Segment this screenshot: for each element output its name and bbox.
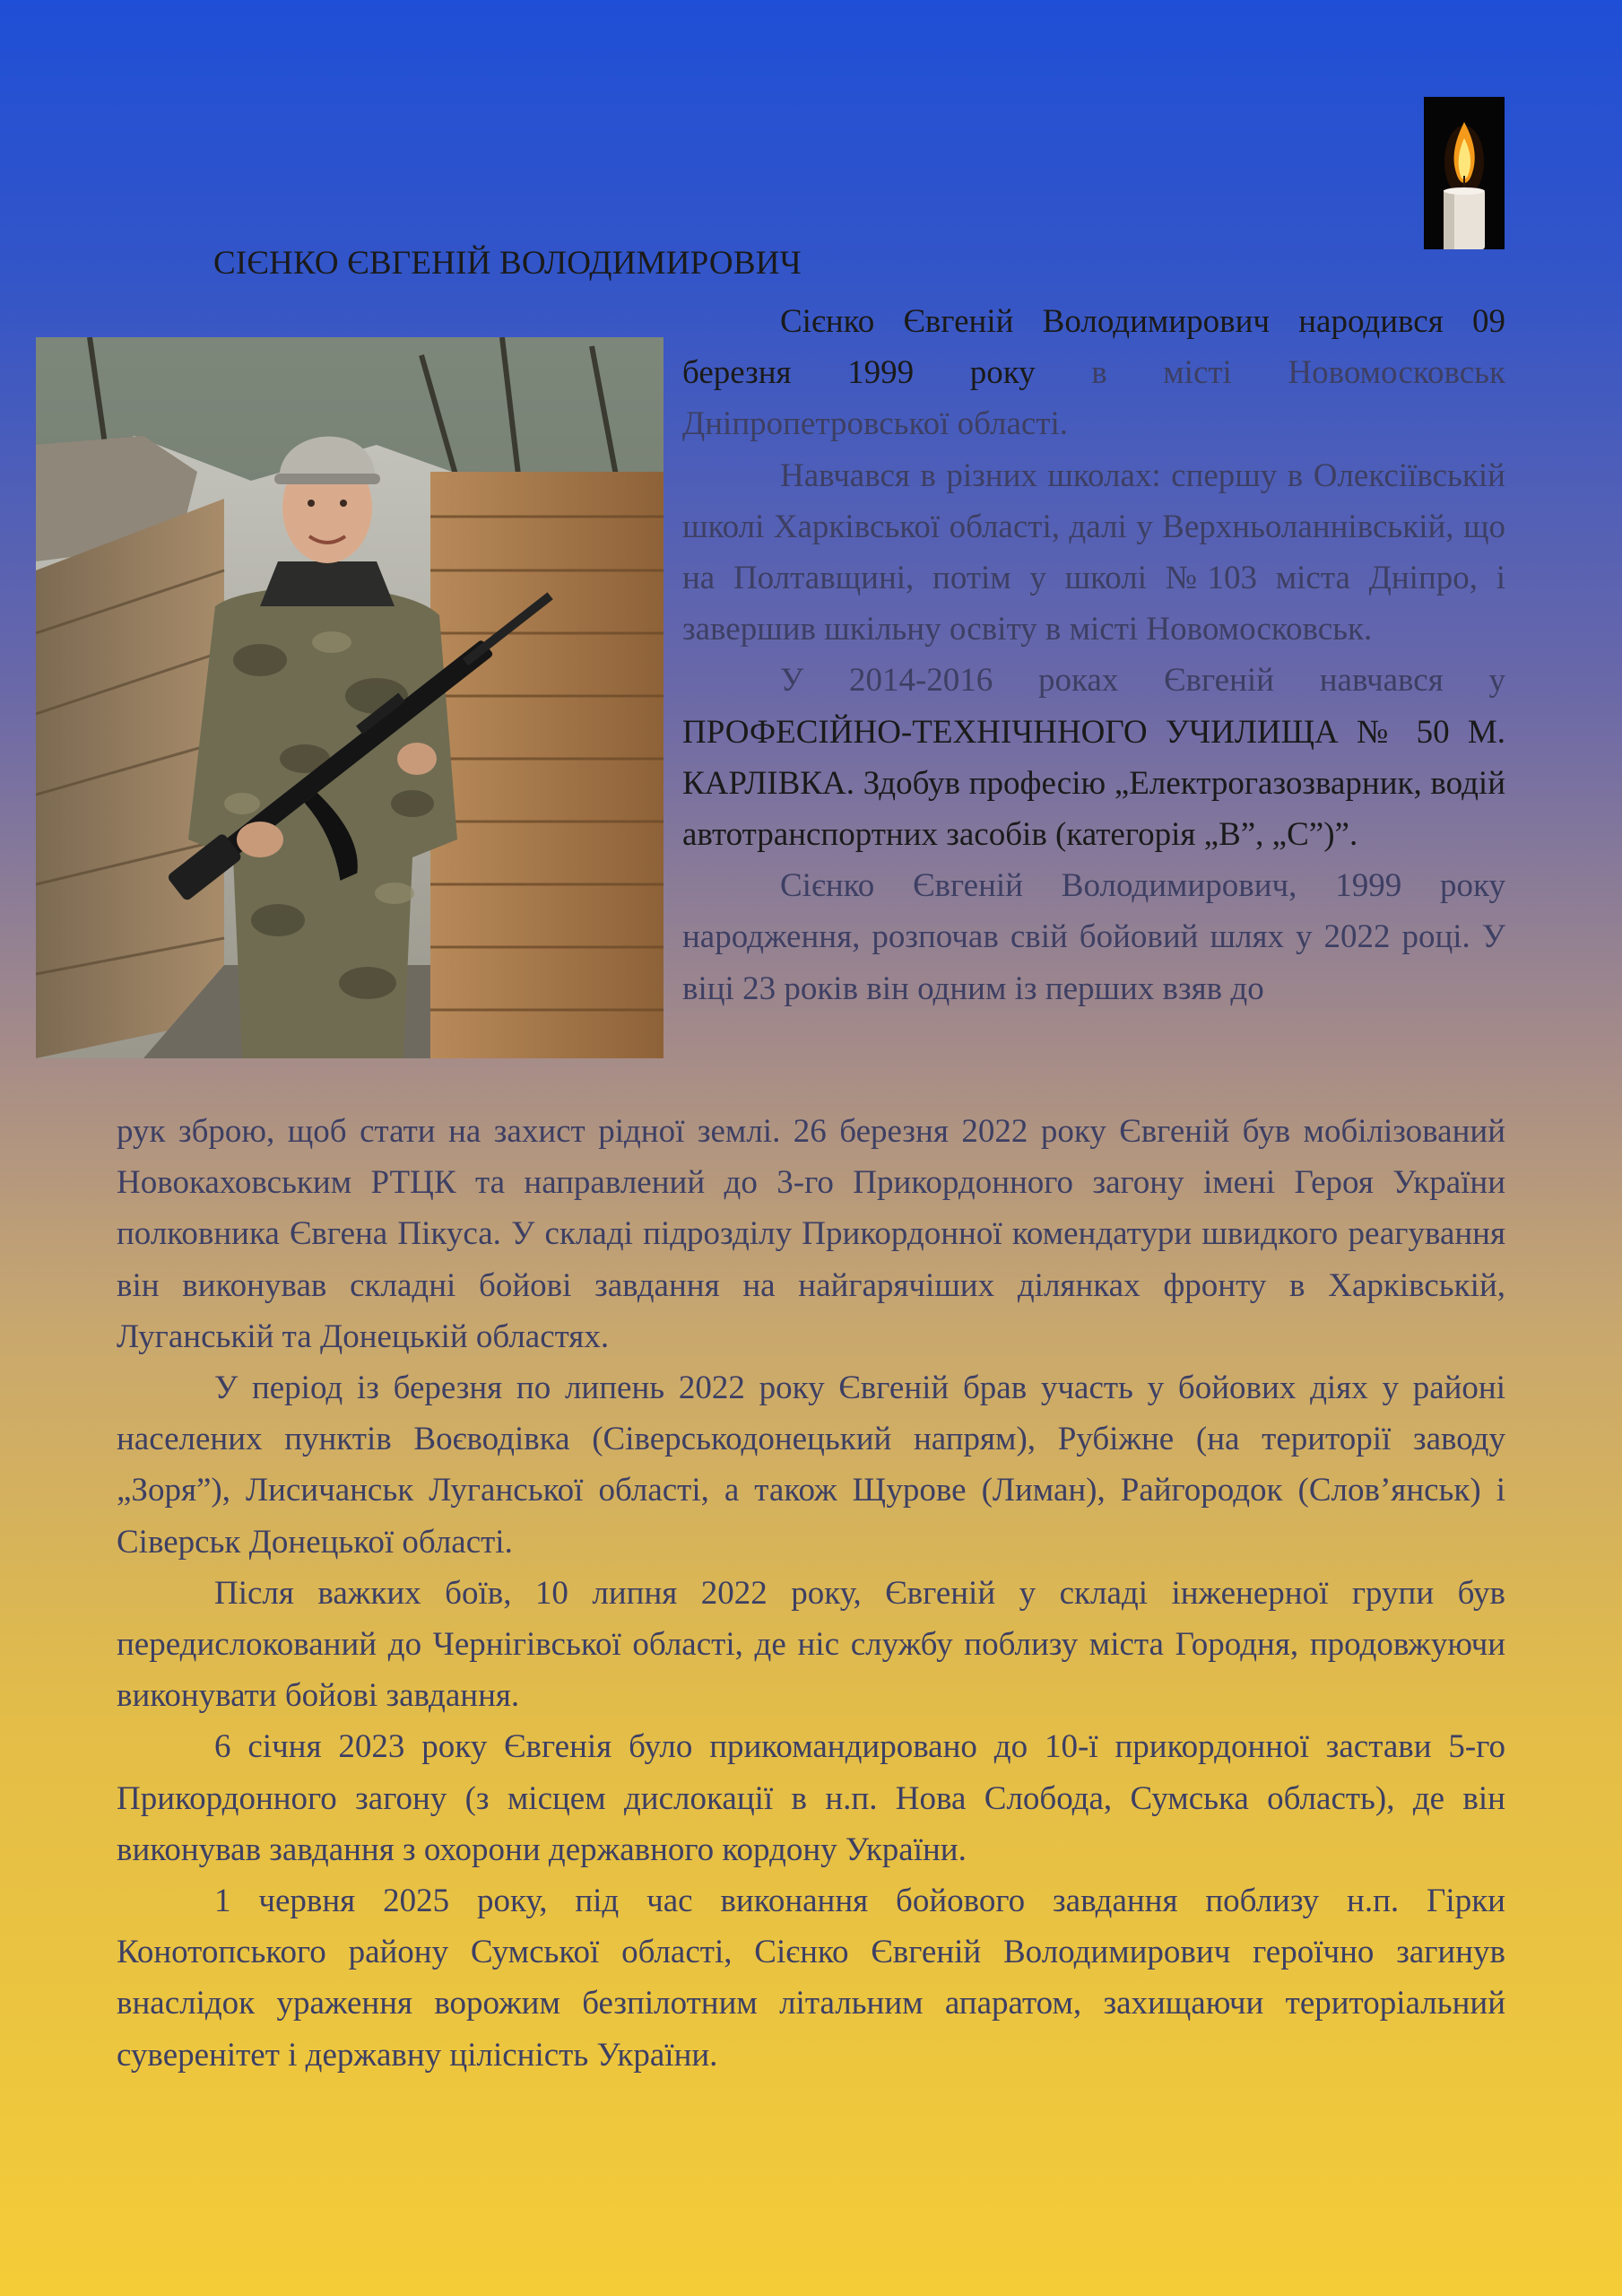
bio-vocational-intro: У 2014-2016 роках Євгеній навчався у <box>780 662 1505 700</box>
bio-birth-place-text: в місті Новомосковськ Дніпропетровської області. <box>682 354 1505 443</box>
bio-paragraph-birth <box>682 296 1505 450</box>
portrait-photo <box>36 337 664 1058</box>
bio-main-column <box>117 1106 1505 2081</box>
candle-icon <box>1424 97 1505 249</box>
bio-birth-date-text: Сієнко Євгеній Володимирович народився 09 березня 1999 року <box>682 303 1505 392</box>
page-title: СІЄНКО ЄВГЕНІЙ ВОЛОДИМИРОВИЧ <box>213 245 802 282</box>
bio-paragraph-service-start: Сієнко Євгеній Володимирович, 1999 року народження, розпочав свій бойовий шлях у 2022 році. У віці 23 років він одним із перших взяв до <box>682 867 1505 1007</box>
bio-vocational-name: ПРОФЕСІЙНО-ТЕХНІЧННОГО УЧИЛИЩА № 50 М. КАРЛІВКА. Здобув професію „Електрогазозварник, водій автотранспортних засобів (категорія „В”, „С”)”. <box>682 713 1505 854</box>
bio-paragraph-redeployment: Після важких боїв, 10 липня 2022 року, Євгеній у складі інженерної групи був передислокований до Чернігівської області, де ніс службу поблизу міста Городня, продовжуючи виконувати бойові завдання. <box>117 1574 1505 1715</box>
bio-side-column <box>682 296 1505 1014</box>
bio-paragraph-service-continued: рук зброю, щоб стати на захист рідної землі. 26 березня 2022 року Євгеній був мобілізований Новокаховським РТЦК та направлений до 3-го Прикордонного загону імені Героя України полковника Євгена Пікуса. У складі підрозділу Прикордонної комендатури швидкого реагування він виконував складні бойові завдання на найгарячіших ділянках фронту в Харківській, Луганській та Донецькій областях. <box>117 1113 1505 1355</box>
bio-paragraph-school: Навчався в різних школах: спершу в Олексіївській школі Харківської області, далі у Верхньоланнівській, що на Полтавщині, потім у школі №103 міста Дніпро, і завершив шкільну освіту в місті Новомосковськ. <box>682 457 1505 648</box>
bio-paragraph-assignment: 6 січня 2023 року Євгенія було прикомандировано до 10-ї прикордонної застави 5-го Прикордонного загону (з місцем дислокації в н.п. Нова Слобода, Сумська область), де він виконував завдання з охорони державного кордону України. <box>117 1728 1505 1868</box>
bio-paragraph-battles: У період із березня по липень 2022 року Євгеній брав участь у бойових діях у районі населених пунктів Воєводівка (Сіверськодонецький напрям), Рубіжне (на території заводу „Зоря”), Лисичанськ Луганської області, а також Щурове (Лиман), Райгородок (Слов’янськ) і Сіверськ Донецької області. <box>117 1370 1505 1561</box>
bio-paragraph-vocational <box>682 655 1505 860</box>
bio-paragraph-death: 1 червня 2025 року, під час виконання бойового завдання поблизу н.п. Гірки Конотопського району Сумської області, Сієнко Євгеній Володимирович героїчно загинув внаслідок ураження ворожим безпілотним літальним апаратом, захищаючи територіальний суверенітет і державну цілісність України. <box>117 1883 1505 2074</box>
